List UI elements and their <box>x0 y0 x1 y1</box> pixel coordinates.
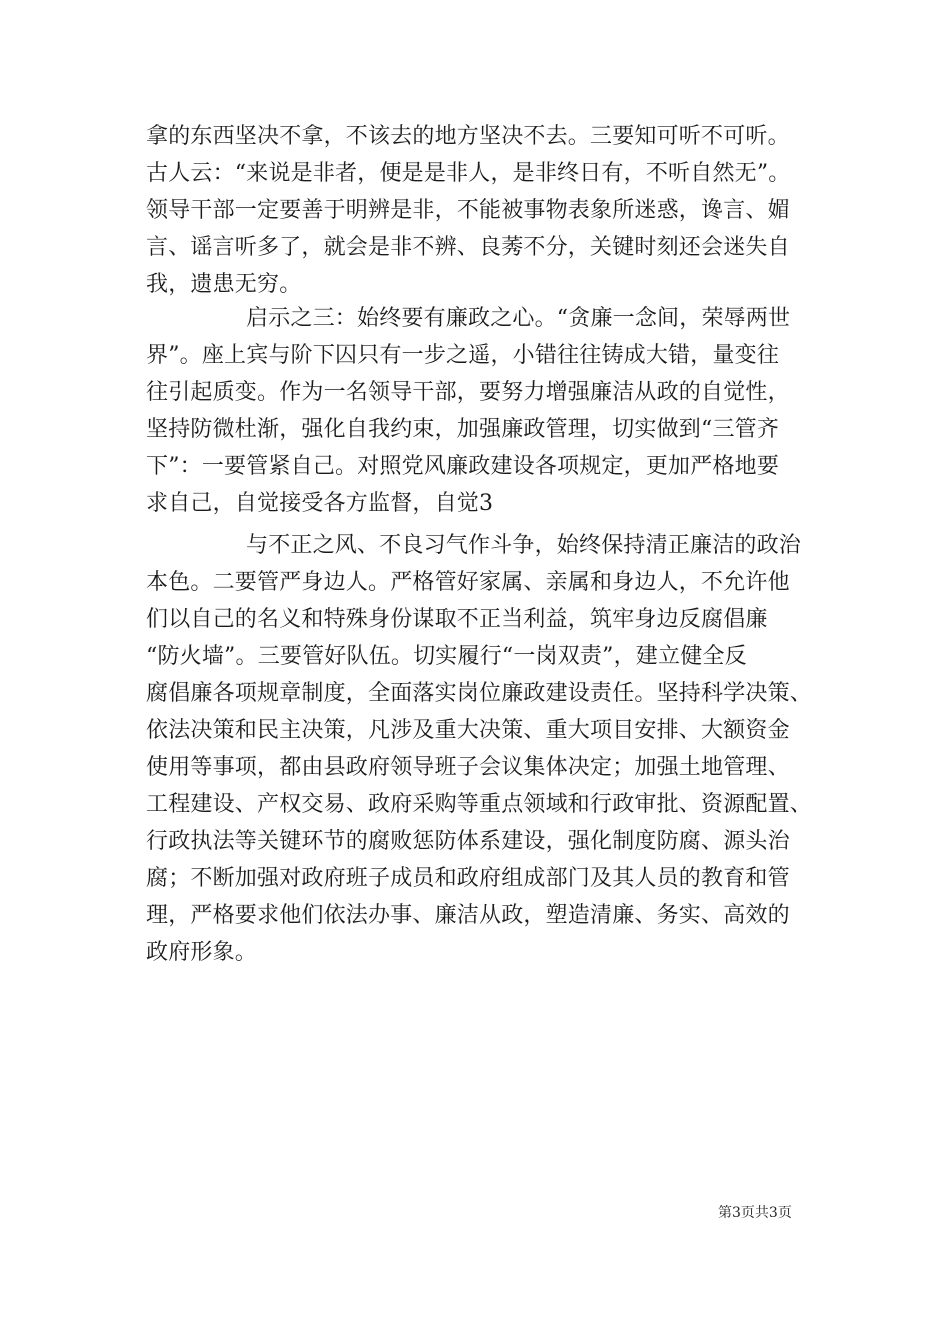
text-line: 工程建设、产权交易、政府采购等重点领域和行政审批、资源配置、 <box>146 792 813 817</box>
text-line: 行政执法等关键环节的腐败惩防体系建设，强化制度防腐、源头治 <box>146 829 790 854</box>
paragraph-revelation-three <box>146 300 816 522</box>
text-line: 领导干部一定要善于明辨是非，不能被事物表象所迷惑，谗言、媚 <box>146 198 790 223</box>
text-line: 言、谣言听多了，就会是非不辨、良莠不分，关键时刻还会迷失自 <box>146 235 790 260</box>
text-line: 拿的东西坚决不拿，不该去的地方坚决不去。三要知可听不可听。 <box>146 124 790 149</box>
text-line: 求自己，自觉接受各方监督，自觉3 <box>146 491 494 516</box>
text-line: 腐倡廉各项规章制度，全面落实岗位廉政建设责任。坚持科学决策、 <box>146 681 813 706</box>
text-line: “防火墙”。三要管好队伍。切实履行“一岗双责”，建立健全反 <box>146 644 747 669</box>
text-line: 腐；不断加强对政府班子成员和政府组成部门及其人员的教育和管 <box>146 866 790 891</box>
text-line: 我，遗患无穷。 <box>146 272 302 297</box>
text-line: 与不正之风、不良习气作斗争，始终保持清正廉洁的政治 <box>246 533 802 558</box>
text-line: 政府形象。 <box>146 940 258 965</box>
text-line: 依法决策和民主决策，凡涉及重大决策、重大项目安排、大额资金 <box>146 718 790 743</box>
text-line: 往引起质变。作为一名领导干部，要努力增强廉洁从政的自觉性， <box>146 380 790 405</box>
text-line: 界”。座上宾与阶下囚只有一步之遥，小错往往铸成大错，量变往 <box>146 343 780 368</box>
text-line: 本色。二要管严身边人。严格管好家属、亲属和身边人，不允许他 <box>146 570 790 595</box>
text-line: 古人云：“来说是非者，便是是非人，是非终日有，不听自然无”。 <box>146 161 791 186</box>
text-line: 们以自己的名义和特殊身份谋取不正当利益，筑牢身边反腐倡廉 <box>146 607 768 632</box>
paragraph-continuation <box>146 118 816 303</box>
text-line: 下”：一要管紧自己。对照党风廉政建设各项规定，更加严格地要 <box>146 454 780 479</box>
text-line: 坚持防微杜渐，强化自我约束，加强廉政管理，切实做到“三管齐 <box>146 417 780 442</box>
page-number-footer: 第3页共3页 <box>718 1205 792 1221</box>
text-line: 理，严格要求他们依法办事、廉洁从政，塑造清廉、务实、高效的 <box>146 903 790 928</box>
text-line: 使用等事项，都由县政府领导班子会议集体决定；加强土地管理、 <box>146 755 790 780</box>
text-line: 启示之三：始终要有廉政之心。“贪廉一念间，荣辱两世 <box>246 306 791 331</box>
paragraph-three-controls <box>146 527 816 971</box>
